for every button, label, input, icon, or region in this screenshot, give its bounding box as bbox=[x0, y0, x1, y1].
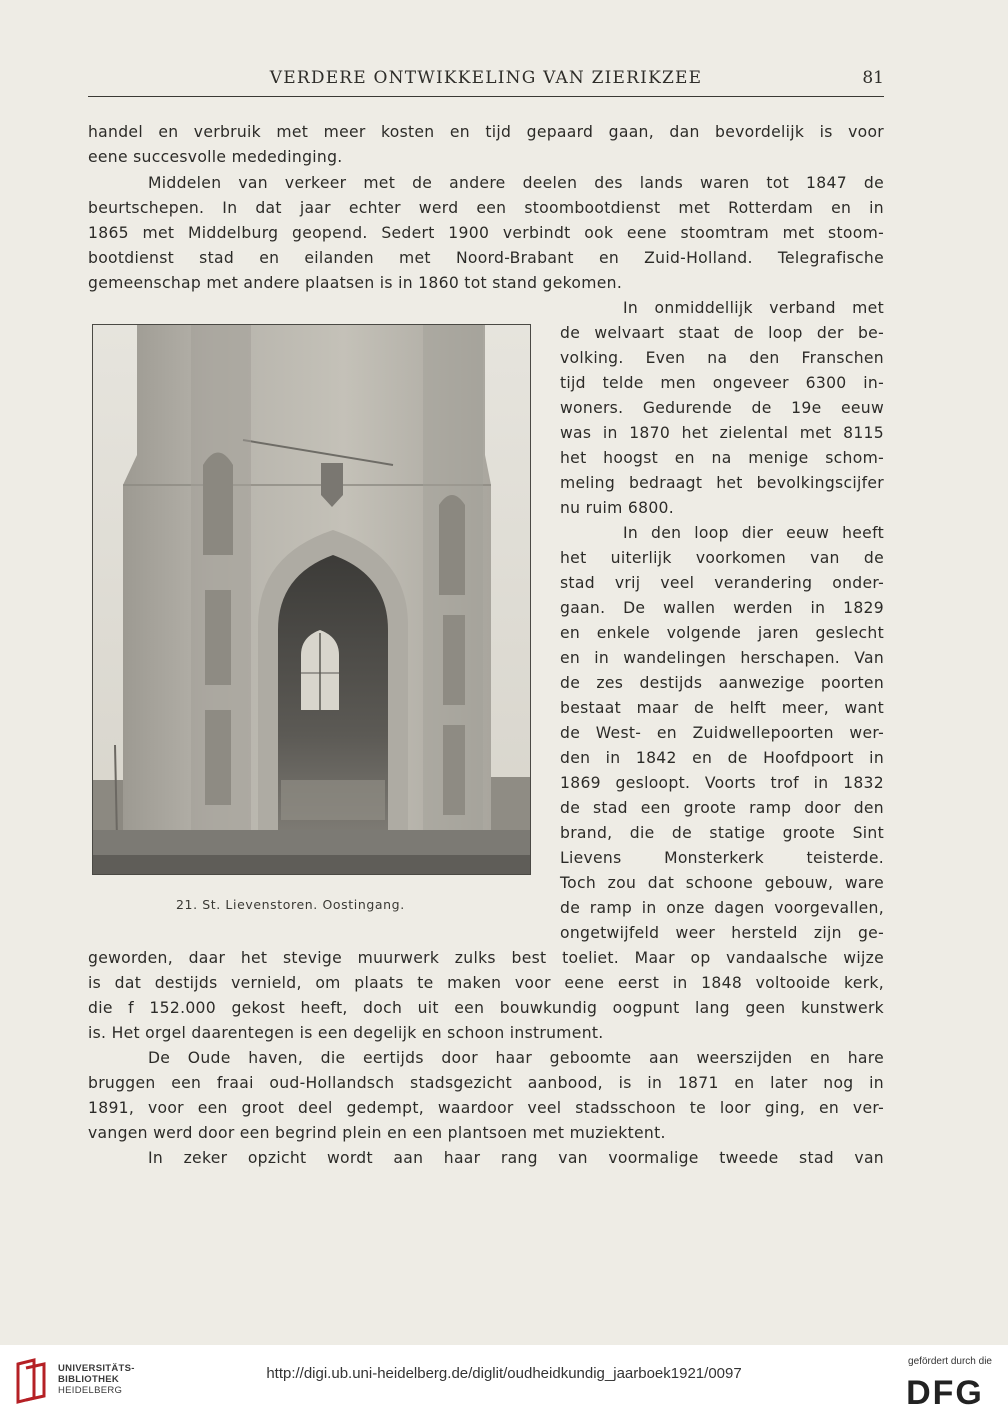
text-line: gaan. De wallen werden in 1829 bbox=[560, 599, 884, 617]
text-line: stad vrij veel verandering onder- bbox=[560, 574, 884, 592]
figure-caption: 21. St. Lievenstoren. Oostingang. bbox=[176, 897, 405, 912]
text-line: het hoogst en na menige schom- bbox=[560, 449, 884, 467]
text-line: In onmiddellijk verband met bbox=[623, 299, 884, 317]
text-line: de West- en Zuidwellepoorten wer- bbox=[560, 724, 884, 742]
text-line: vangen werd door een begrind plein en een plantsoen met muziektent. bbox=[88, 1124, 666, 1142]
text-line: Toch zou dat schoone gebouw, ware bbox=[560, 874, 884, 892]
text-line: 1869 gesloopt. Voorts trof in 1832 bbox=[560, 774, 884, 792]
text-line: bootdienst stad en eilanden met Noord-Brabant en Zuid-Holland. Telegrafische bbox=[88, 249, 884, 267]
text-line: In den loop dier eeuw heeft bbox=[623, 524, 884, 542]
text-line: tijd telde men ongeveer 6300 in- bbox=[560, 374, 884, 392]
text-line: eene succesvolle mededinging. bbox=[88, 148, 343, 166]
text-line: geworden, daar het stevige muurwerk zulks best toeliet. Maar op vandaalsche wijze bbox=[88, 949, 884, 967]
text-line: meling bedraagt het bevolkingscijfer bbox=[560, 474, 884, 492]
text-line: den in 1842 en de Hoofdpoort in bbox=[560, 749, 884, 767]
funding-credit: gefördert durch die bbox=[908, 1356, 992, 1367]
running-head bbox=[88, 66, 884, 97]
text-line: handel en verbruik met meer kosten en tijd gepaard gaan, dan bevordelijk is voor bbox=[88, 123, 884, 141]
text-line: de stad een groote ramp door den bbox=[560, 799, 884, 817]
dfg-logo-text: DFG bbox=[906, 1374, 984, 1409]
text-line: Middelen van verkeer met de andere deelen des lands waren tot 1847 de bbox=[148, 174, 884, 192]
text-line: volking. Even na den Franschen bbox=[560, 349, 884, 367]
text-line: en in wandelingen herschapen. Van bbox=[560, 649, 884, 667]
text-line: bestaat maar de helft meer, want bbox=[560, 699, 884, 717]
text-line: ongetwijfeld weer hersteld zijn ge- bbox=[560, 924, 884, 942]
text-line: de zes destijds aanwezige poorten bbox=[560, 674, 884, 692]
text-line: was in 1870 het zielental met 8115 bbox=[560, 424, 884, 442]
library-name-line: HEIDELBERG bbox=[58, 1385, 123, 1396]
permalink-url[interactable]: http://digi.ub.uni-heidelberg.de/diglit/oudheidkundig_jaarboek1921/0097 bbox=[266, 1365, 742, 1382]
text-line: beurtschepen. In dat jaar echter werd een stoombootdienst met Rotterdam en in bbox=[88, 199, 884, 217]
text-line: de ramp in onze dagen voorgevallen, bbox=[560, 899, 884, 917]
text-line: gemeenschap met andere plaatsen is in 1860 tot stand gekomen. bbox=[88, 274, 623, 292]
library-name-line: BIBLIOTHEK bbox=[58, 1374, 120, 1385]
page-number: 81 bbox=[862, 68, 884, 88]
text-line: Lievens Monsterkerk teisterde. bbox=[560, 849, 884, 867]
text-line: het uiterlijk voorkomen van de bbox=[560, 549, 884, 567]
text-line: en enkele volgende jaren geslecht bbox=[560, 624, 884, 642]
text-line: is dat destijds vernield, om plaats te maken voor eene eerst in 1848 voltooide kerk, bbox=[88, 974, 884, 992]
text-line: die f 152.000 gekost heeft, doch uit een bouwkundig oogpunt lang geen kunstwerk bbox=[88, 999, 884, 1017]
text-line: 1891, voor een groot deel gedempt, waardoor veel stadsschoon te loor ging, en ver- bbox=[88, 1099, 884, 1117]
text-line: brand, die de statige groote Sint bbox=[560, 824, 884, 842]
text-line: bruggen een fraai oud-Hollandsch stadsgezicht aanbood, is in 1871 en later nog in bbox=[88, 1074, 884, 1092]
text-line: De Oude haven, die eertijds door haar geboomte aan weerszijden en hare bbox=[148, 1049, 884, 1067]
text-line: woners. Gedurende de 19e eeuw bbox=[560, 399, 884, 417]
dfg-logo-icon[interactable] bbox=[898, 1373, 992, 1409]
tower-illustration bbox=[93, 325, 530, 874]
text-line: is. Het orgel daarentegen is een degelijk en schoon instrument. bbox=[88, 1024, 604, 1042]
tower-photograph bbox=[92, 324, 531, 875]
text-line: 1865 met Middelburg geopend. Sedert 1900 verbindt ook eene stoomtram met stoom- bbox=[88, 224, 884, 242]
text-line: de welvaart staat de loop der be- bbox=[560, 324, 884, 342]
library-name-line: UNIVERSITÄTS- bbox=[58, 1363, 135, 1374]
digitization-footer bbox=[0, 1345, 1008, 1420]
running-title: VERDERE ONTWIKKELING VAN ZIERIKZEE bbox=[269, 68, 703, 88]
text-line: nu ruim 6800. bbox=[560, 499, 675, 517]
text-line: In zeker opzicht wordt aan haar rang van voormalige tweede stad van bbox=[148, 1149, 884, 1167]
